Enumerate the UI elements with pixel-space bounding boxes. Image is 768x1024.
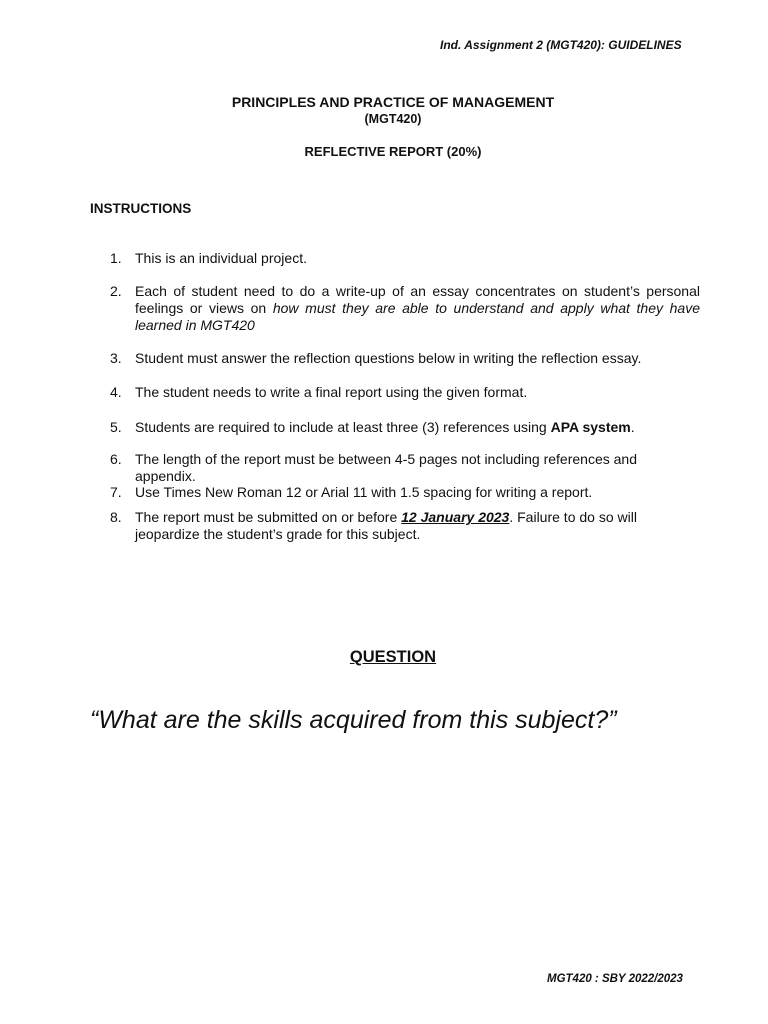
item-text: Student must answer the reflection questions below in writing the reflection essay. (135, 350, 642, 366)
item-text (135, 283, 700, 334)
report-title: REFLECTIVE REPORT (20%) (304, 144, 482, 159)
item-number: 4. (110, 384, 122, 400)
item-text-plain: . Failure to do so will jeopardize the student’s grade for this subject. (135, 509, 637, 542)
item-text-plain: . (630, 419, 635, 435)
document-footer: MGT420 : SBY 2022/2023 (547, 973, 683, 985)
item-text: The student needs to write a final report using the given format. (135, 384, 528, 400)
item-text: This is an individual project. (135, 250, 307, 266)
instruction-item-4 (110, 384, 700, 401)
deadline-date: 12 January 2023 (401, 509, 510, 525)
apa-system-emphasis: APA system (550, 419, 631, 435)
item-text (135, 419, 700, 436)
instructions-heading: INSTRUCTIONS (90, 201, 192, 216)
item-text: Use Times New Roman 12 or Arial 11 with 1.5 spacing for writing a report. (135, 484, 593, 500)
item-text (135, 509, 700, 543)
item-text-plain: The report must be submitted on or before (135, 509, 402, 525)
instruction-item-1 (110, 250, 700, 267)
instruction-item-3 (110, 350, 700, 367)
item-number: 2. (110, 283, 122, 299)
item-text: The length of the report must be between 4-5 pages not including references and appendix. (135, 451, 637, 484)
course-code: (MGT420) (364, 112, 422, 126)
title-block (0, 94, 768, 159)
course-title: PRINCIPLES AND PRACTICE OF MANAGEMENT (231, 94, 555, 110)
question-heading: QUESTION (349, 648, 437, 666)
instruction-item-7 (110, 484, 700, 501)
instruction-item-2 (110, 283, 700, 334)
item-number: 3. (110, 350, 122, 366)
item-number: 1. (110, 250, 122, 266)
item-text-plain: Students are required to include at least three (3) references using (135, 419, 551, 435)
item-text-plain: Each of student need to do a write-up of an essay concentrates on student’s personal feelings or views on (135, 283, 700, 316)
item-number: 6. (110, 451, 122, 467)
instruction-item-5 (110, 419, 700, 436)
item-number: 5. (110, 419, 122, 435)
document-header: Ind. Assignment 2 (MGT420): GUIDELINES (440, 38, 682, 52)
instruction-item-8 (110, 509, 700, 543)
item-text-italic: how must they are able to understand and apply what they have learned in MGT420 (135, 300, 701, 333)
question-text: “What are the skills acquired from this subject?” (90, 706, 617, 734)
item-number: 7. (110, 484, 122, 500)
instruction-item-6 (110, 451, 700, 485)
item-number: 8. (110, 509, 122, 525)
